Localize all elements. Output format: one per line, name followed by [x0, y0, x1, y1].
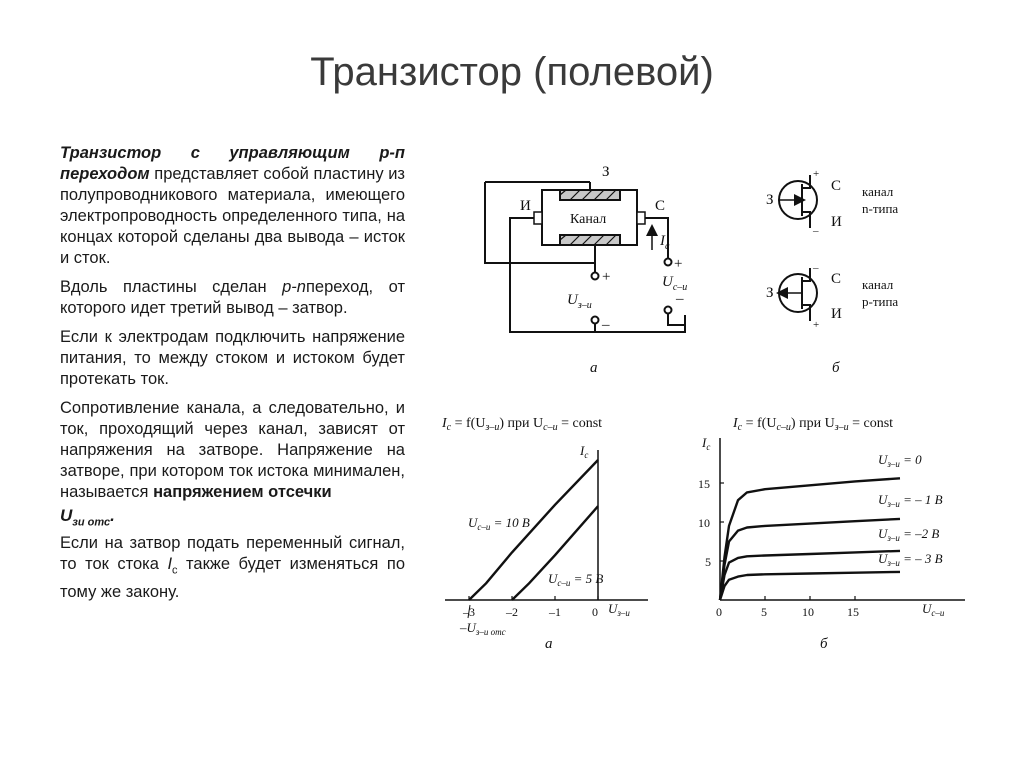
gate-supply-plus: +	[602, 269, 611, 285]
drain-current-sub: с	[172, 564, 178, 577]
source-label: И	[520, 198, 531, 214]
n-plus: +	[813, 168, 820, 180]
transfer-x-label: $U_{з-и}$	[608, 601, 630, 618]
term-transistor: Транзистор с управляющим p-п переходом	[60, 144, 405, 183]
paragraph-definition-text: представляет собой пластину из полупроводникового материала, имеющего электропроводность определенного типа, на концах которой сделаны два вывода – исток и сток.	[60, 165, 405, 267]
uzi-label	[567, 292, 592, 311]
usi-main: U	[662, 274, 673, 290]
n-label-2: n-типа	[862, 201, 899, 216]
text-column	[60, 143, 405, 611]
p-drain-label: С	[831, 271, 842, 287]
output-series-label: $U_{з-и}$ = – 3 В	[878, 551, 943, 568]
n-label-1: канал	[862, 184, 894, 199]
output-series-line	[720, 572, 900, 600]
output-x-tick-label: 0	[716, 605, 722, 619]
output-series-line	[720, 519, 900, 600]
symbols-caption: б	[832, 360, 840, 376]
p-minus: –	[813, 262, 819, 274]
output-y-tick-label: 15	[698, 477, 710, 491]
transfer-x-tick-label: 0	[592, 605, 598, 619]
output-series-line	[720, 478, 900, 600]
output-ticks	[698, 477, 859, 619]
uzi-sub: з–и	[577, 300, 592, 311]
n-source-label: И	[831, 214, 842, 230]
term-cutoff-voltage: напряжением отсечки	[153, 483, 332, 501]
p-gate-label: З	[766, 285, 774, 301]
transfer-caption: а	[545, 636, 553, 652]
output-y-tick-label: 5	[705, 555, 711, 569]
output-series	[720, 478, 900, 600]
circuit-caption: а	[590, 360, 598, 376]
gate-supply-terminal-minus	[592, 317, 599, 324]
paragraph-current: Если к электродам подключить напряжение питания, то между стоком и истоком будет протекать ток.	[60, 328, 405, 388]
slide-title: Транзистор (полевой)	[310, 50, 714, 94]
pn-term: p-n	[282, 278, 306, 296]
transfer-x-tick-label: –3	[463, 605, 475, 619]
transfer-series-label: $U_{с-и} = 10$ В	[468, 515, 530, 532]
drain-supply-return	[668, 314, 685, 325]
gate-supply-minus: –	[602, 317, 610, 333]
output-series-label: $U_{з-и}$ = – 1 В	[878, 492, 943, 509]
paragraph-definition	[60, 143, 405, 269]
cutoff-annotation: $-U_{з-и отс}$	[460, 620, 506, 637]
gate-supply-terminal-plus	[592, 273, 599, 280]
cutoff-symbol-u: U	[60, 506, 73, 525]
output-x-label: $U_{с-и}$	[922, 601, 945, 618]
source-contact	[534, 212, 542, 224]
jfet-symbol-p	[778, 268, 817, 321]
ic-main: I	[660, 233, 665, 249]
drain-supply-terminal-plus	[665, 259, 672, 266]
channel-label: Канал	[570, 212, 607, 227]
drain-supply-plus: +	[674, 256, 683, 272]
output-series-label: $U_{з-и} = 0$	[878, 452, 922, 469]
output-x-tick-label: 10	[802, 605, 814, 619]
transfer-chart-title: $I_с = f(U_{з-и})$ при $U_{с-и}$ = const	[442, 416, 603, 433]
output-chart	[698, 416, 965, 652]
jfet-symbol-n-labels	[766, 168, 898, 237]
drain-supply-minus: –	[676, 291, 684, 307]
gate-label: З	[602, 164, 610, 180]
p-label-1: канал	[862, 277, 894, 292]
paragraph-resistance-text: Сопротивление канала, а следовательно, и ток, проходящий через канал, зависят от напряжения на затворе. Напряжение на затворе, при котором ток истока минимален, называется	[60, 399, 405, 501]
paragraph-resistance	[60, 398, 405, 503]
cutoff-symbol-dot: .	[110, 506, 115, 525]
p-plus: +	[813, 319, 820, 331]
transistor-figure	[430, 150, 990, 670]
output-caption: б	[820, 636, 828, 652]
drain-supply-terminal-minus	[665, 307, 672, 314]
output-x-tick-label: 5	[761, 605, 767, 619]
output-series-label: $U_{з-и} = -2$ В	[878, 526, 940, 543]
p-label-2: p-типа	[862, 294, 899, 309]
drain-contact	[637, 212, 645, 224]
transfer-chart	[441, 416, 648, 652]
output-x-tick-label: 15	[847, 605, 859, 619]
usi-label	[662, 274, 687, 293]
output-y-label: $I_с$	[702, 435, 711, 452]
drain-current-symbol: I	[167, 555, 173, 574]
drain-label: С	[655, 198, 666, 214]
paragraph-pn-start: Вдоль пластины сделан	[60, 278, 283, 296]
uzi-main: U	[567, 292, 578, 308]
paragraph-signal-text: Если на затвор подать переменный сигнал, то ток стока	[60, 534, 405, 574]
n-gate-label: З	[766, 192, 774, 208]
output-chart-title: $I_с = f(U_{с-и})$ при $U_{з-и}$ = const	[733, 416, 894, 433]
paragraph-signal	[60, 533, 405, 602]
ic-sub: с	[665, 241, 670, 252]
n-minus: –	[813, 225, 819, 237]
figure-svg	[430, 150, 990, 670]
paragraph-pn-junction	[60, 277, 405, 319]
n-drain-label: С	[831, 178, 842, 194]
usi-sub: с–и	[672, 282, 688, 293]
transfer-series-label: $U_{с-и} = 5$ В	[548, 571, 604, 588]
transfer-x-tick-label: –1	[549, 605, 561, 619]
p-source-label: И	[831, 306, 842, 322]
paragraph-pn-end: переход, от которого идет третий вывод – затвор.	[60, 278, 405, 317]
transfer-x-tick-label: –2	[506, 605, 518, 619]
cutoff-symbol-sub: зи отс	[72, 516, 111, 529]
jfet-symbol-n	[779, 175, 817, 228]
paragraph-signal-end: также будет изменяться по тому же закону.	[60, 555, 405, 601]
transfer-y-label: $I_с$	[580, 443, 589, 460]
cutoff-voltage-symbol	[60, 505, 405, 533]
output-y-tick-label: 10	[698, 516, 710, 530]
